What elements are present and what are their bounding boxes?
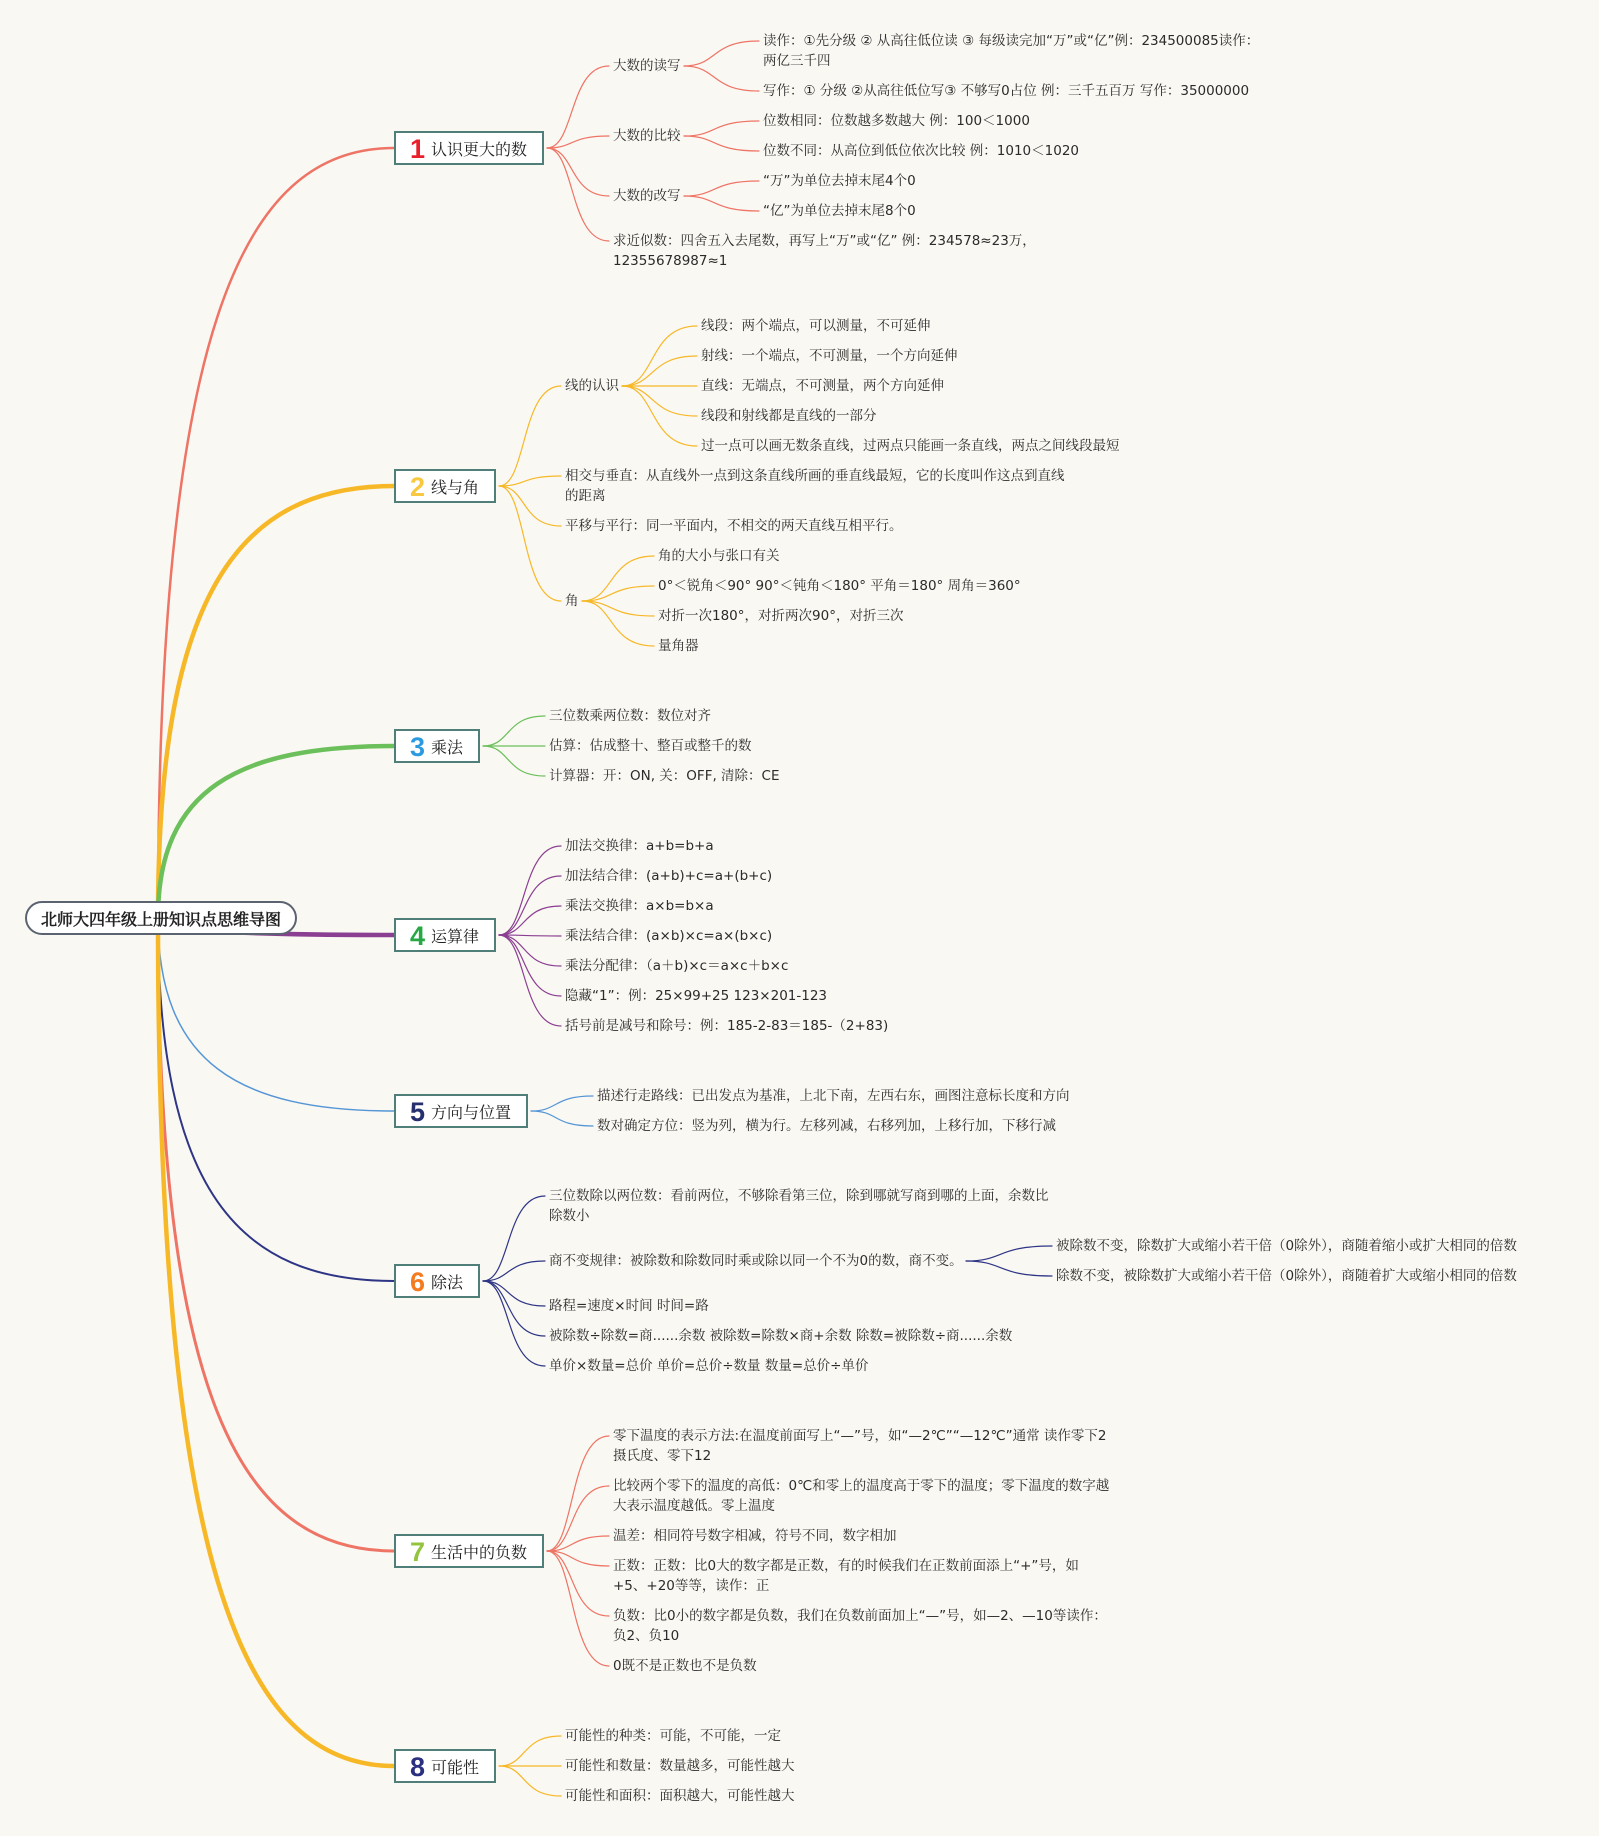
topic-描述行走路线[interactable]: 描述行走路线：已出发点为基准，上北下南，左西右东，画图注意标长度和方向 bbox=[597, 1088, 1070, 1104]
n2-3-connector-0 bbox=[582, 556, 654, 601]
branch-8-label: 可能性 bbox=[431, 1758, 480, 1777]
topic-线段和射线[interactable]: 线段和射线都是直线的一部分 bbox=[701, 408, 877, 424]
topic-可能性和面积[interactable]: 可能性和面积：面积越大，可能性越大 bbox=[565, 1788, 795, 1804]
topic-乘法分配律[interactable]: 乘法分配律：（a＋b)×c＝a×c＋b×c bbox=[565, 958, 789, 974]
branch-7-label: 生活中的负数 bbox=[431, 1543, 528, 1562]
branch-3-connector bbox=[158, 746, 394, 918]
branch-6-topic[interactable] bbox=[394, 1264, 480, 1298]
branch-5-topic[interactable] bbox=[394, 1094, 528, 1128]
number-8-badge: 8 bbox=[410, 1752, 426, 1782]
n1-1-connector-1 bbox=[684, 136, 759, 151]
branch-6-label: 除法 bbox=[431, 1273, 464, 1292]
topic-平移与平行[interactable]: 平移与平行：同一平面内，不相交的两天直线互相平行。 bbox=[565, 518, 903, 534]
branch-4-topic[interactable] bbox=[394, 918, 496, 952]
n6-1-connector-0 bbox=[966, 1246, 1052, 1261]
b7-connector-3 bbox=[547, 1551, 609, 1566]
topic-万为单位[interactable]: “万”为单位去掉末尾4个0 bbox=[763, 173, 916, 189]
topic-估算[interactable]: 估算：估成整十、整百或整千的数 bbox=[549, 738, 752, 754]
branch-2-label: 线与角 bbox=[431, 478, 480, 497]
branch-1-topic[interactable] bbox=[394, 131, 544, 165]
b2-connector-0 bbox=[499, 386, 561, 486]
n1-0-connector-0 bbox=[684, 41, 759, 66]
topic-角的大小[interactable]: 角的大小与张口有关 bbox=[658, 548, 780, 564]
topic-路程[interactable]: 路程=速度×时间 时间=路 bbox=[549, 1298, 709, 1314]
topic-可能性的种类[interactable]: 可能性的种类：可能，不可能，一定 bbox=[565, 1728, 781, 1744]
b4-connector-0 bbox=[499, 846, 561, 935]
topic-负数[interactable]: 负数：比0小的数字都是负数，我们在负数前面加上“—”号，如—2、—10等读作：负2、负10 bbox=[613, 1608, 1107, 1644]
topic-亿为单位[interactable]: “亿”为单位去掉末尾8个0 bbox=[763, 203, 916, 219]
branch-6-connector bbox=[158, 918, 394, 1281]
topic-加法结合律[interactable]: 加法结合律：(a+b)+c=a+(b+c) bbox=[565, 868, 773, 884]
n2-0-connector-3 bbox=[622, 386, 697, 416]
topic-大数的改写[interactable]: 大数的改写 bbox=[613, 188, 681, 204]
topic-括号前减号除号[interactable]: 括号前是减号和除号：例：185-2-83＝185-（2+83) bbox=[565, 1018, 889, 1034]
branch-7-connector bbox=[158, 918, 394, 1551]
branch-2-connector bbox=[158, 486, 394, 918]
topic-过一点[interactable]: 过一点可以画无数条直线，过两点只能画一条直线，两点之间线段最短 bbox=[701, 438, 1120, 454]
topic-射线[interactable]: 射线：一个端点，不可测量，一个方向延伸 bbox=[701, 348, 958, 364]
branch-5-connector bbox=[158, 918, 394, 1111]
b1-connector-1 bbox=[547, 136, 609, 148]
b7-connector-5 bbox=[547, 1551, 609, 1666]
branch-5-label: 方向与位置 bbox=[431, 1103, 512, 1122]
topic-线的认识[interactable]: 线的认识 bbox=[565, 378, 619, 394]
b8-connector-0 bbox=[499, 1736, 561, 1766]
b4-connector-1 bbox=[499, 876, 561, 935]
topic-大数的读写[interactable]: 大数的读写 bbox=[613, 58, 681, 74]
topic-零下温度[interactable]: 零下温度的表示方法:在温度前面写上“—”号，如“—2℃”“—12℃”通常 读作零下2摄氏度、零下12 bbox=[613, 1428, 1107, 1464]
topic-对折[interactable]: 对折一次180°，对折两次90°，对折三次 bbox=[658, 608, 904, 624]
b4-connector-6 bbox=[499, 935, 561, 1026]
topic-大数的比较[interactable]: 大数的比较 bbox=[613, 128, 681, 144]
topic-比较零下温度[interactable]: 比较两个零下的温度的高低：0℃和零上的温度高于零下的温度；零下温度的数字越大表示温度越低。零上温度 bbox=[613, 1478, 1110, 1514]
topic-读作[interactable]: 读作：①先分级 ② 从高往低位读 ③ 每级读完加“万”或“亿”例：234500085读作：两亿三千四 bbox=[763, 33, 1260, 69]
topic-数对确定方位[interactable]: 数对确定方位：竖为列，横为行。左移列减，右移列加，上移行加，下移行减 bbox=[597, 1118, 1056, 1134]
topic-可能性和数量[interactable]: 可能性和数量：数量越多，可能性越大 bbox=[565, 1758, 795, 1774]
b3-connector-0 bbox=[483, 716, 545, 746]
number-5-badge: 5 bbox=[410, 1097, 426, 1127]
topic-写作[interactable]: 写作：① 分级 ②从高往低位写③ 不够写0占位 例：三千五百万 写作：35000000 bbox=[763, 83, 1250, 99]
b5-connector-0 bbox=[531, 1096, 593, 1111]
b1-connector-2 bbox=[547, 148, 609, 196]
branch-7-topic[interactable] bbox=[394, 1534, 544, 1568]
topic-被除数不变[interactable]: 被除数不变，除数扩大或缩小若干倍（0除外），商随着缩小或扩大相同的倍数 bbox=[1056, 1238, 1517, 1254]
n6-1-connector-1 bbox=[966, 1261, 1052, 1276]
b7-connector-0 bbox=[547, 1436, 609, 1551]
topic-相交与垂直[interactable]: 相交与垂直：从直线外一点到这条直线所画的垂直线最短，它的长度叫作这点到直线的距离 bbox=[565, 468, 1065, 504]
branch-8-topic[interactable] bbox=[394, 1749, 496, 1783]
topic-商不变规律[interactable]: 商不变规律：被除数和除数同时乘或除以同一个不为0的数，商不变。 bbox=[549, 1253, 963, 1269]
number-6-badge: 6 bbox=[410, 1267, 426, 1297]
n1-2-connector-1 bbox=[684, 196, 759, 211]
n2-0-connector-0 bbox=[622, 326, 697, 386]
topic-线段[interactable]: 线段：两个端点，可以测量，不可延伸 bbox=[701, 318, 931, 334]
number-2-badge: 2 bbox=[410, 472, 426, 502]
topic-三位数乘两位数[interactable]: 三位数乘两位数：数位对齐 bbox=[549, 708, 711, 724]
n1-2-connector-0 bbox=[684, 181, 759, 196]
number-4-badge: 4 bbox=[410, 921, 426, 951]
topic-被除数除数商[interactable]: 被除数÷除数=商......余数 被除数=除数×商+余数 除数=被除数÷商......余数 bbox=[549, 1328, 1013, 1344]
topic-加法交换律[interactable]: 加法交换律：a+b=b+a bbox=[565, 838, 714, 854]
n1-1-connector-0 bbox=[684, 121, 759, 136]
topic-除数不变[interactable]: 除数不变，被除数扩大或缩小若干倍（0除外），商随着扩大或缩小相同的倍数 bbox=[1056, 1268, 1517, 1284]
branch-4-label: 运算律 bbox=[431, 927, 480, 946]
b5-connector-1 bbox=[531, 1111, 593, 1126]
topic-三位数除以两位数[interactable]: 三位数除以两位数：看前两位，不够除看第三位，除到哪就写商到哪的上面，余数比除数小 bbox=[549, 1188, 1049, 1224]
topic-隐藏1[interactable]: 隐藏“1”：例：25×99+25 123×201-123 bbox=[565, 988, 828, 1004]
topic-温差[interactable]: 温差：相同符号数字相减，符号不同，数字相加 bbox=[613, 1528, 897, 1544]
branch-3-topic[interactable] bbox=[394, 729, 480, 763]
n2-0-connector-1 bbox=[622, 356, 697, 386]
n2-3-connector-3 bbox=[582, 601, 654, 646]
topic-求近似数[interactable]: 求近似数：四舍五入去尾数，再写上“万”或“亿” 例：234578≈23万，12355678987≈1 bbox=[613, 233, 1036, 269]
branch-2-topic[interactable] bbox=[394, 469, 496, 503]
topic-位数相同[interactable]: 位数相同：位数越多数越大 例：100＜1000 bbox=[763, 113, 1030, 129]
branch-3-label: 乘法 bbox=[431, 738, 464, 757]
number-7-badge: 7 bbox=[410, 1537, 426, 1567]
topic-0既不是[interactable]: 0既不是正数也不是负数 bbox=[613, 1658, 757, 1674]
topic-单价数量总价[interactable]: 单价×数量=总价 单价=总价÷数量 数量=总价÷单价 bbox=[549, 1358, 869, 1374]
topic-量角器[interactable]: 量角器 bbox=[658, 638, 699, 654]
number-3-badge: 3 bbox=[410, 732, 426, 762]
n2-0-connector-4 bbox=[622, 386, 697, 446]
topic-乘法交换律[interactable]: 乘法交换律：a×b=b×a bbox=[565, 898, 714, 914]
root-topic[interactable]: 北师大四年级上册知识点思维导图 bbox=[25, 901, 297, 935]
topic-乘法结合律[interactable]: 乘法结合律：(a×b)×c=a×(b×c) bbox=[565, 928, 773, 944]
topic-角[interactable]: 角 bbox=[565, 593, 579, 609]
topic-直线[interactable]: 直线：无端点，不可测量，两个方向延伸 bbox=[701, 378, 944, 394]
n1-0-connector-1 bbox=[684, 66, 759, 91]
b8-connector-2 bbox=[499, 1766, 561, 1796]
topic-正数[interactable]: 正数：正数：比0大的数字都是正数，有的时候我们在正数前面添上“+”号，如+5、+20等等，读作：正 bbox=[613, 1558, 1079, 1594]
b6-connector-1 bbox=[483, 1261, 545, 1281]
topic-角的度数[interactable]: 0°＜锐角＜90° 90°＜钝角＜180° 平角＝180° 周角＝360° bbox=[658, 578, 1021, 594]
branch-1-label: 认识更大的数 bbox=[431, 140, 528, 159]
topic-位数不同[interactable]: 位数不同：从高位到低位依次比较 例：1010＜1020 bbox=[763, 143, 1080, 159]
b3-connector-2 bbox=[483, 746, 545, 776]
topic-计算器[interactable]: 计算器：开：ON, 关：OFF, 清除：CE bbox=[549, 768, 780, 784]
number-1-badge: 1 bbox=[410, 134, 426, 164]
b6-connector-4 bbox=[483, 1281, 545, 1366]
b7-connector-2 bbox=[547, 1536, 609, 1551]
b2-connector-3 bbox=[499, 486, 561, 601]
b6-connector-3 bbox=[483, 1281, 545, 1336]
